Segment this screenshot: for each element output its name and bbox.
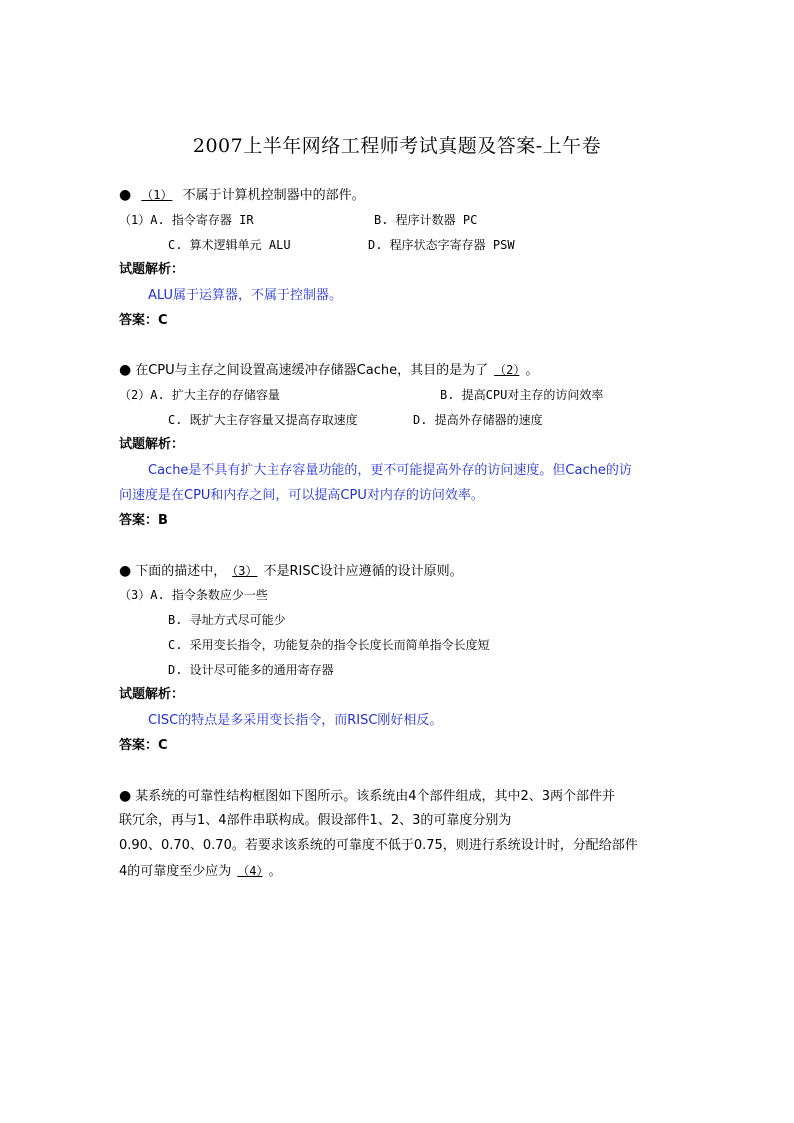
answer-value: C bbox=[158, 738, 168, 753]
question-3-option-b: B. 寻址方式尽可能少 bbox=[168, 613, 286, 627]
answer-value: B bbox=[158, 513, 168, 528]
question-1-option-c: C. 算术逻辑单元 ALU bbox=[168, 238, 291, 252]
question-2-answer bbox=[119, 512, 168, 530]
question-2-tail: 。 bbox=[525, 363, 539, 378]
page-title: 2007上半年网络工程师考试真题及答案-上午卷 bbox=[192, 135, 602, 157]
question-2-analysis-line-2: 问速度是在CPU和内存之间，可以提高CPU对内存的访问效率。 bbox=[119, 488, 484, 503]
question-3-option-a: （3）A. 指令条数应少一些 bbox=[119, 588, 268, 602]
question-3-option-d: D. 设计尽可能多的通用寄存器 bbox=[168, 663, 334, 677]
question-2-text: 在CPU与主存之间设置高速缓冲存储器Cache，其目的是为了 bbox=[135, 363, 489, 378]
question-2-analysis-label: 试题解析： bbox=[119, 437, 185, 452]
question-4-line-2: 联冗余，再与1、4部件串联构成。假设部件1、2、3的可靠度分别为 bbox=[119, 813, 512, 828]
bullet-icon: ● bbox=[119, 362, 132, 378]
answer-value: C bbox=[158, 313, 168, 328]
question-1-answer bbox=[119, 312, 168, 330]
question-3-analysis-label: 试题解析： bbox=[119, 687, 185, 702]
question-4-text-1: 某系统的可靠性结构框图如下图所示。该系统由4个部件组成，其中2、3两个部件并 bbox=[135, 789, 616, 804]
answer-label: 答案： bbox=[119, 513, 159, 528]
question-1-option-a: （1）A. 指令寄存器 IR bbox=[119, 213, 254, 227]
question-2-blank: （2） bbox=[494, 363, 520, 377]
question-2-stem bbox=[119, 361, 538, 380]
question-3-answer bbox=[119, 737, 168, 755]
question-4-text-4: 4的可靠度至少应为 bbox=[119, 864, 232, 879]
question-4-line-4 bbox=[119, 862, 282, 881]
question-4-line-3: 0.90、0.70、0.70。若要求该系统的可靠度不低于0.75，则进行系统设计时，分配给部件 bbox=[119, 838, 638, 853]
bullet-icon: ● bbox=[119, 187, 132, 203]
question-3-stem bbox=[119, 562, 463, 581]
question-4-line-1 bbox=[119, 787, 615, 806]
question-3-blank: （3） bbox=[232, 564, 258, 578]
question-1-option-b: B. 程序计数器 PC bbox=[374, 213, 478, 227]
question-2-option-d: D. 提高外存储器的速度 bbox=[413, 413, 543, 427]
question-1-analysis-label: 试题解析： bbox=[119, 262, 185, 277]
answer-label: 答案： bbox=[119, 313, 159, 328]
question-3-option-c: C. 采用变长指令，功能复杂的指令长度长而简单指令长度短 bbox=[168, 638, 490, 652]
question-2-analysis-line-1: Cache是不具有扩大主存容量功能的，更不可能提高外存的访问速度。但Cache的访 bbox=[148, 463, 632, 478]
question-3-tail: 不是RISC设计应遵循的设计原则。 bbox=[263, 564, 463, 579]
question-1-option-d: D. 程序状态字寄存器 PSW bbox=[368, 238, 515, 252]
bullet-icon: ● bbox=[119, 788, 132, 804]
question-2-option-b: B. 提高CPU对主存的访问效率 bbox=[440, 388, 604, 402]
question-3-text: 下面的描述中， bbox=[135, 564, 227, 579]
question-3-analysis: CISC的特点是多采用变长指令，而RISC刚好相反。 bbox=[148, 713, 443, 728]
question-2-option-c: C. 既扩大主存容量又提高存取速度 bbox=[168, 413, 358, 427]
question-4-tail: 。 bbox=[268, 864, 282, 879]
question-1-text: 不属于计算机控制器中的部件。 bbox=[182, 188, 365, 203]
question-1-stem bbox=[119, 186, 365, 205]
question-1-blank: （1） bbox=[141, 188, 173, 202]
question-2-option-a: （2）A. 扩大主存的存储容量 bbox=[119, 388, 280, 402]
bullet-icon: ● bbox=[119, 563, 132, 579]
question-4-blank: （4） bbox=[237, 864, 263, 878]
question-1-analysis: ALU属于运算器，不属于控制器。 bbox=[148, 288, 343, 303]
answer-label: 答案： bbox=[119, 738, 159, 753]
